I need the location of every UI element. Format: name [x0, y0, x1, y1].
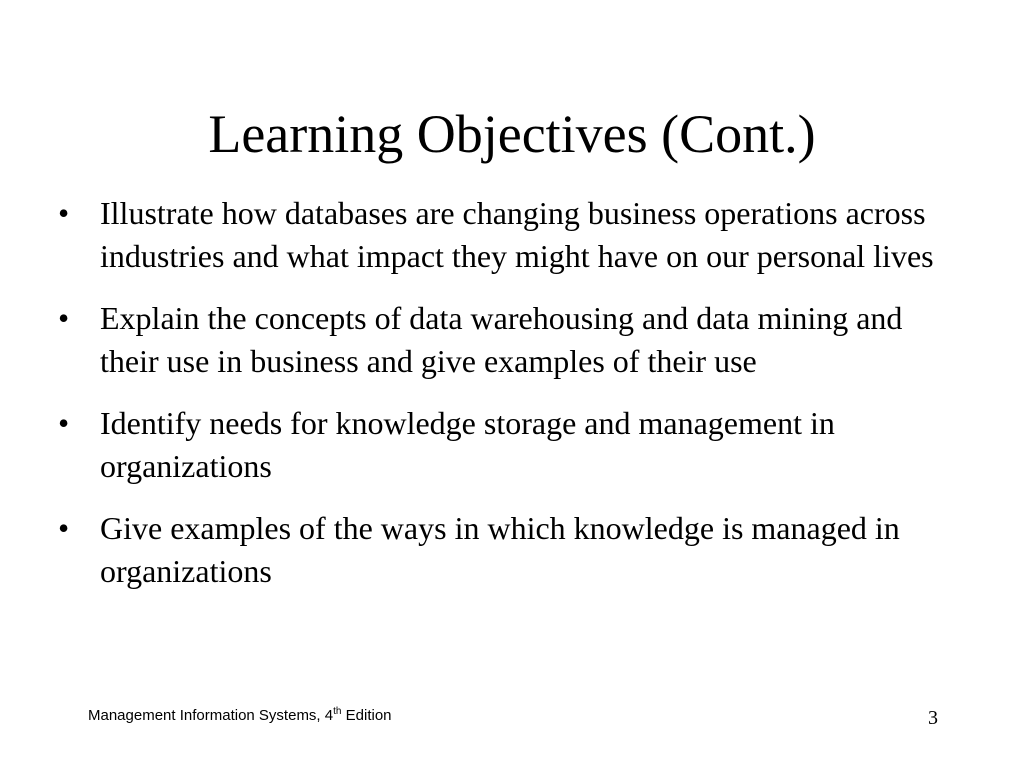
slide-title: Learning Objectives (Cont.) [208, 104, 816, 164]
bullet-item-4 [56, 507, 946, 593]
footer-superscript: th [333, 706, 342, 717]
bullet-marker: • [58, 300, 70, 336]
footer-text-before: Management Information Systems, 4 [88, 707, 334, 724]
bullet-marker: • [58, 195, 70, 231]
bullet-marker: • [58, 405, 70, 441]
bullet-item-3 [56, 402, 946, 488]
page-number: 3 [928, 707, 938, 729]
bullet-text: Explain the concepts of data warehousing and data mining and their use in business and give examples of their use [100, 300, 903, 379]
bullet-item-2 [56, 297, 946, 383]
bullet-list [56, 192, 946, 612]
bullet-text: Identify needs for knowledge storage and management in organizations [100, 405, 835, 484]
footer-course-title [88, 706, 392, 726]
bullet-marker: • [58, 510, 70, 546]
bullet-text: Illustrate how databases are changing business operations across industries and what impact they might have on our personal lives [100, 195, 934, 274]
bullet-text: Give examples of the ways in which knowledge is managed in organizations [100, 510, 900, 589]
footer-text-after: Edition [341, 707, 392, 724]
bullet-item-1 [56, 192, 946, 278]
